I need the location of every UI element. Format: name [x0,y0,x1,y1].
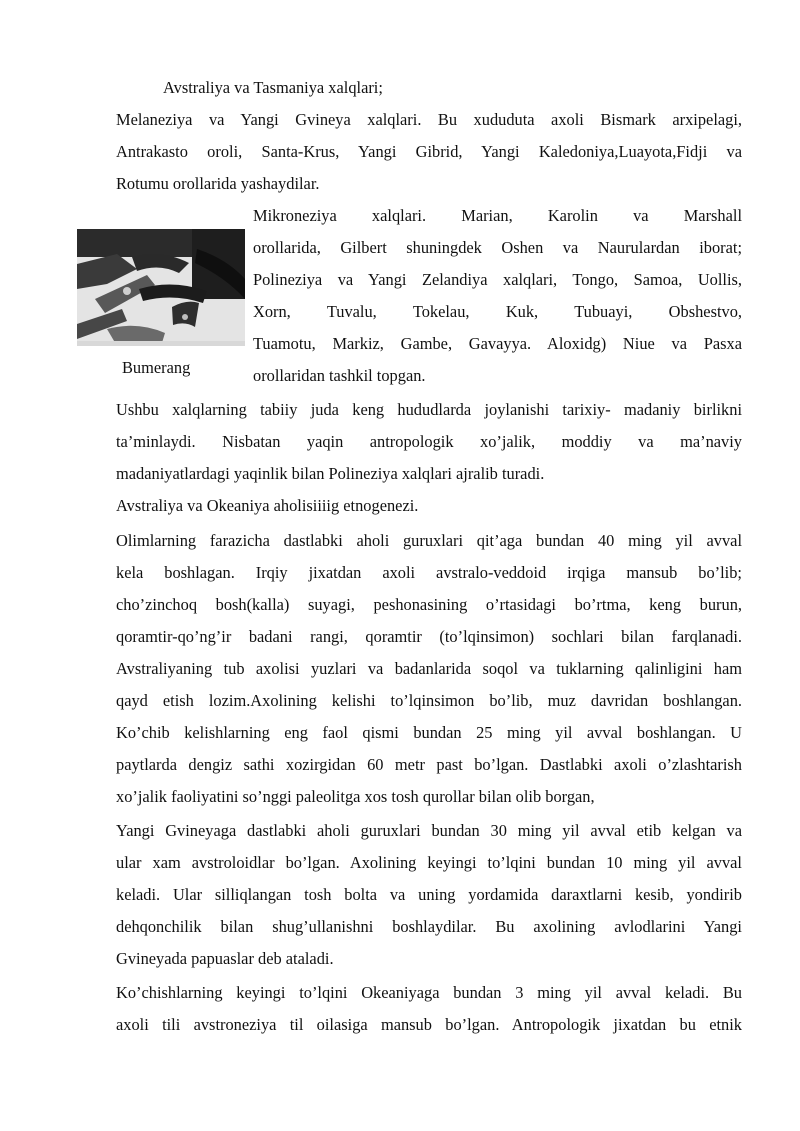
text-line: Mikroneziya xalqlari. Marian, Karolin va Marshall [253,206,742,225]
text-line: ular xam avstroloidlar bo’lgan. Axolining keyingi to’lqini bundan 10 ming yil avval [116,853,742,872]
text-line: qoramtir-qo’ng’ir badani rangi, qoramtir (to’lqinsimon) sochlari bilan farqlanadi. [116,627,742,646]
text-line: Antrakasto oroli, Santa-Krus, Yangi Gibrid, Yangi Kaledoniya,Luayota,Fidji va [116,142,742,161]
text-line: Tuamotu, Markiz, Gambe, Gavayya. Aloxidg) Niue va Pasxa [253,334,742,353]
text-line: Rotumu orollarida yashaydilar. [116,174,320,193]
text-line: Xorn, Tuvalu, Tokelau, Kuk, Tubuayi, Obshestvo, [253,302,742,321]
section-heading: Avstraliya va Okeaniya aholisiiiig etnogenezi. [116,496,419,515]
text-line: Olimlarning farazicha dastlabki aholi guruxlari qit’aga bundan 40 ming yil avval [116,531,742,550]
text-line: cho’zinchoq bosh(kalla) suyagi, peshonasining o’rtasidagi bo’rtma, keng burun, [116,595,742,614]
boomerang-image [77,229,245,346]
text-line: Melaneziya va Yangi Gvineya xalqlari. Bu xududuta axoli Bismark arxipelagi, [116,110,742,129]
text-line: axoli tili avstroneziya til oilasiga mansub bo’lgan. Antropologik jixatdan bu etnik [116,1015,742,1034]
text-line: paytlarda dengiz sathi xozirgidan 60 metr past bo’lgan. Dastlabki axoli o’zlashtarish [116,755,742,774]
text-line: dehqonchilik bilan shug’ullanishni boshlaydilar. Bu axolining avlodlarini Yangi [116,917,742,936]
text-line: ta’minlaydi. Nisbatan yaqin antropologik xo’jalik, moddiy va ma’naviy [116,432,742,451]
text-line: Ko’chishlarning keyingi to’lqini Okeaniyaga bundan 3 ming yil avval keladi. Bu [116,983,742,1002]
text-line: keladi. Ular silliqlangan tosh bolta va uning yordamida daraxtlarni kesib, yondirib [116,885,742,904]
text-line: xo’jalik faoliyatini so’nggi paleolitga xos tosh qurollar bilan olib borgan, [116,787,595,806]
text-line: Polineziya va Yangi Zelandiya xalqlari, Tongo, Samoa, Uollis, [253,270,742,289]
text-line: qayd etish lozim.Axolining kelishi to’lqinsimon bo’lib, muz davridan boshlangan. [116,691,742,710]
boomerang-photo [77,229,245,346]
text-line: orollarida, Gilbert shuningdek Oshen va Naurulardan iborat; [253,238,742,257]
text-line: orollaridan tashkil topgan. [253,366,426,385]
text-line: Gvineyada papuaslar deb ataladi. [116,949,334,968]
text-line: Yangi Gvineyaga dastlabki aholi guruxlari bundan 30 ming yil avval etib kelgan va [116,821,742,840]
text-line: kela boshlagan. Irqiy jixatdan axoli avstralo-veddoid irqiga mansub bo’lib; [116,563,742,582]
text-line: Ushbu xalqlarning tabiiy juda keng hududlarda joylanishi tarixiy- madaniy birlikni [116,400,742,419]
text-line: Avstraliyaning tub axolisi yuzlari va badanlarida soqol va tuklarning qalinligini ham [116,659,742,678]
figure-caption: Bumerang [122,358,191,377]
text-line: Ko’chib kelishlarning eng faol qismi bundan 25 ming yil avval boshlangan. U [116,723,742,742]
text-line: madaniyatlardagi yaqinlik bilan Polineziya xalqlari ajralib turadi. [116,464,545,483]
text-line: Avstraliya va Tasmaniya xalqlari; [163,78,383,97]
